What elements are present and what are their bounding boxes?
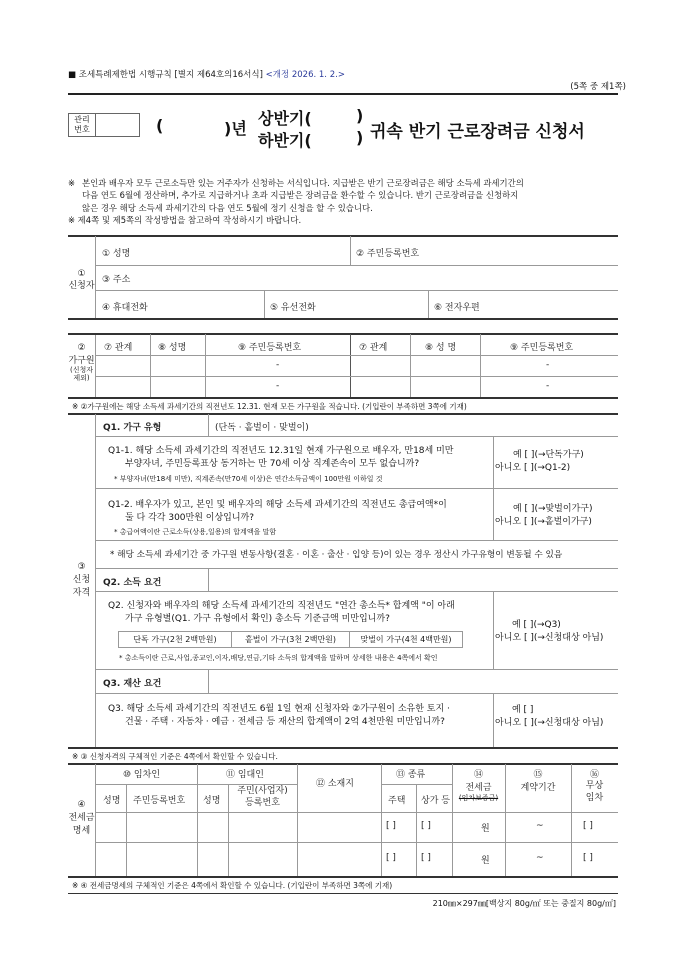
instructions — [68, 177, 618, 227]
q1-2-line-1: Q1-2. 배우자가 있고, 본인 및 배우자의 해당 소득세 과세기간의 직전년도 총급여액*이 — [108, 500, 447, 510]
lessee-header: ⑩ 임차인 — [123, 770, 161, 780]
rrn-dash: - — [276, 381, 280, 391]
applicant-section-label: ① 신청자 — [68, 269, 95, 291]
qualification-section-label: ③ 신청 자격 — [72, 562, 91, 598]
q1-2-line-2: 둘 다 각각 300만원 이상입니까? — [125, 513, 255, 523]
member-name-header: ⑧ 성명 — [158, 343, 187, 353]
lessee-rrn-header: 주민등록번호 — [133, 796, 186, 806]
rrn-label: ② 주민등록번호 — [356, 249, 420, 259]
q1-title: Q1. 가구 유형 — [103, 423, 162, 433]
lessee-name-header: 성명 — [103, 796, 121, 806]
q1-household-types: (단독 · 홑벌이 · 맞벌이) — [215, 423, 309, 433]
note-1-line-3: 않은 경우 해당 소득세 과세기간의 다음 연도 5월에 정기 신청을 할 수 있습니다. — [82, 202, 373, 213]
household-change-note: * 해당 소득세 과세기간 중 가구원 변동사항(결혼 · 이혼 · 출산 · 입양 등)이 있는 경우 정산시 가구유형이 변동될 수 있음 — [110, 550, 563, 560]
period-tilde: ~ — [536, 821, 544, 831]
year-open-paren: ( — [156, 116, 164, 135]
shop-header: 상가 등 — [421, 796, 450, 806]
year-suffix: )년 — [224, 119, 247, 138]
email-label: ⑥ 전자우편 — [434, 303, 480, 313]
lessor-name-header: 성명 — [203, 796, 221, 806]
won-unit: 원 — [481, 856, 490, 866]
q3-line-2: 건물 · 주택 · 자동차 · 예금 · 전세금 등 재산의 합계액이 2억 4천만원 미만입니까? — [125, 717, 445, 727]
deposit-header: ⑭ 전세금 (임차보증금) — [458, 770, 499, 802]
top-rule — [68, 93, 618, 95]
q2-line-1: Q2. 신청자와 배우자의 해당 소득세 과세기간의 직전년도 "연간 총소득* 합계액 "이 아래 — [108, 601, 455, 611]
q2-yes[interactable]: 예 [ ](→Q3) — [512, 620, 561, 630]
relation-header: ⑦ 관계 — [104, 343, 133, 353]
address-label: ③ 주소 — [102, 275, 131, 285]
name-label: ① 성명 — [102, 249, 131, 259]
form-header — [68, 68, 345, 80]
free-lease-header: ⑯ 무상 임차 — [585, 770, 604, 803]
shop-checkbox[interactable]: [ ] — [421, 821, 431, 831]
q1-1-yes[interactable]: 예 [ ](→단독가구) — [513, 450, 584, 460]
note-1-line-2: 다음 연도 6월에 정산하며, 추가로 지급하거나 초과 지급받은 장려금을 환수할 수 있습니다. 반기 근로장려금을 신청하지 — [82, 190, 519, 201]
household-section-label: ② 가구원 (신청자 제외) — [68, 343, 95, 382]
lease-note: ※ ④ 전세금명세의 구체적인 기준은 4쪽에서 확인할 수 있습니다. (기입란이 부족하면 3쪽에 기재) — [72, 881, 393, 890]
q3-line-1: Q3. 해당 소득세 과세기간의 직전년도 6월 1일 현재 신청자와 ②가구원이 소유한 토지 · — [108, 704, 450, 714]
second-half-label: 하반기( — [258, 131, 312, 150]
rrn-dash: - — [546, 381, 550, 391]
landline-label: ⑤ 유선전화 — [270, 303, 316, 313]
qualification-note: ※ ③ 신청자격의 구체적인 기준은 4쪽에서 확인할 수 있습니다. — [72, 752, 278, 761]
free-lease-checkbox[interactable]: [ ] — [583, 853, 593, 863]
q1-1-note: * 부양자녀(만18세 미만), 직계존속(만70세 이상)은 연간소득금액이 100만원 이하일 것 — [114, 475, 383, 483]
second-half-close: ) — [356, 128, 364, 147]
first-half-label: 상반기( — [258, 109, 312, 128]
first-half-close: ) — [356, 106, 364, 125]
member-rrn-header: ⑨ 주민등록번호 — [238, 343, 302, 353]
q2-note: * 총소득이란 근로,사업,종교인,이자,배당,연금,기타 소득의 합계액을 말하며 상세한 내용은 4쪽에서 확인 — [119, 654, 438, 662]
note-2: ※ 제4쪽 및 제5쪽의 작성방법을 참고하여 작성하시기 바랍니다. — [68, 215, 302, 226]
location-header: ⑫ 소재지 — [316, 779, 354, 789]
threshold-dual-earner: 맞벌이 가구(4천 4백만원) — [360, 635, 452, 644]
paper-spec: 210㎜×297㎜[백상지 80g/㎡ 또는 중질지 80g/㎡] — [432, 899, 616, 908]
period-header: ⑮ 계약기간 — [520, 770, 556, 793]
q1-1-line-1: Q1-1. 해당 소득세 과세기간의 직전년도 12.31일 현재 가구원으로 배우자, 만18세 미만 — [108, 446, 454, 456]
threshold-one-earner: 홑벌이 가구(3천 2백만원) — [232, 632, 350, 647]
kind-header: ⑬ 종류 — [396, 770, 426, 780]
household-note: ※ ②가구원에는 해당 소득세 과세기간의 직전년도 12.31. 현재 모든 가구원을 적습니다. (기입란이 부족하면 3쪽에 기재) — [72, 402, 467, 411]
applicant-top-rule — [68, 235, 618, 237]
house-header: 주택 — [388, 796, 406, 806]
regulation-text: ■ 조세특례제한법 시행규칙 [별지 제64호의16서식] — [68, 70, 263, 80]
period-tilde: ~ — [536, 853, 544, 863]
house-checkbox[interactable]: [ ] — [386, 821, 396, 831]
note-mark: ※ — [68, 178, 76, 188]
relation-header-2: ⑦ 관계 — [359, 343, 388, 353]
threshold-single: 단독 가구(2천 2백만원) — [119, 632, 232, 647]
rrn-dash: - — [276, 360, 280, 370]
management-number-box — [68, 113, 140, 137]
q1-2-yes[interactable]: 예 [ ](→맞벌이가구) — [513, 504, 593, 514]
note-1-line-1: 본인과 배우자 모두 근로소득만 있는 거주자가 신청하는 서식입니다. 지급받은 반기 근로장려금은 해당 소득세 과세기간의 — [82, 178, 524, 188]
q2-title: Q2. 소득 요건 — [103, 578, 162, 588]
member-rrn-header-2: ⑨ 주민등록번호 — [510, 343, 574, 353]
lessor-rrn-header: 주민(사업자) 등록번호 — [237, 786, 288, 808]
q2-line-2: 가구 유형별(Q1. 가구 유형에서 확인) 총소득 기준금액 미만입니까? — [125, 614, 390, 624]
q1-2-note: * 총급여액이란 근로소득(상용,일용)의 합계액을 말함 — [114, 528, 277, 536]
form-title: 귀속 반기 근로장려금 신청서 — [370, 122, 585, 142]
revision-text: <개정 2026. 1. 2.> — [265, 70, 345, 80]
lease-section-label: ④ 전세금 명세 — [68, 800, 95, 836]
management-number-field[interactable] — [96, 114, 139, 136]
mobile-label: ④ 휴대전화 — [102, 303, 148, 313]
q3-yes[interactable]: 예 [ ] — [512, 705, 534, 715]
house-checkbox[interactable]: [ ] — [386, 853, 396, 863]
won-unit: 원 — [481, 824, 490, 834]
q1-1-line-2: 부양자녀, 주민등록표상 동거하는 만 70세 이상 직계존속이 모두 없습니까? — [125, 459, 420, 469]
lessor-header: ⑪ 임대인 — [226, 770, 264, 780]
q3-title: Q3. 재산 요건 — [103, 679, 162, 689]
shop-checkbox[interactable]: [ ] — [421, 853, 431, 863]
q1-1-no[interactable]: 아니오 [ ](→Q1-2) — [495, 463, 571, 473]
income-threshold-table — [118, 631, 463, 648]
page-count: (5쪽 중 제1쪽) — [570, 82, 626, 92]
q3-no[interactable]: 아니오 [ ](→신청대상 아님) — [495, 718, 604, 728]
rrn-dash: - — [546, 360, 550, 370]
free-lease-checkbox[interactable]: [ ] — [583, 821, 593, 831]
member-name-header-2: ⑧ 성 명 — [425, 343, 457, 353]
management-number-label: 관리 번호 — [69, 114, 96, 136]
q2-no[interactable]: 아니오 [ ](→신청대상 아님) — [495, 633, 604, 643]
q1-2-no[interactable]: 아니오 [ ](→홑벌이가구) — [495, 517, 592, 527]
